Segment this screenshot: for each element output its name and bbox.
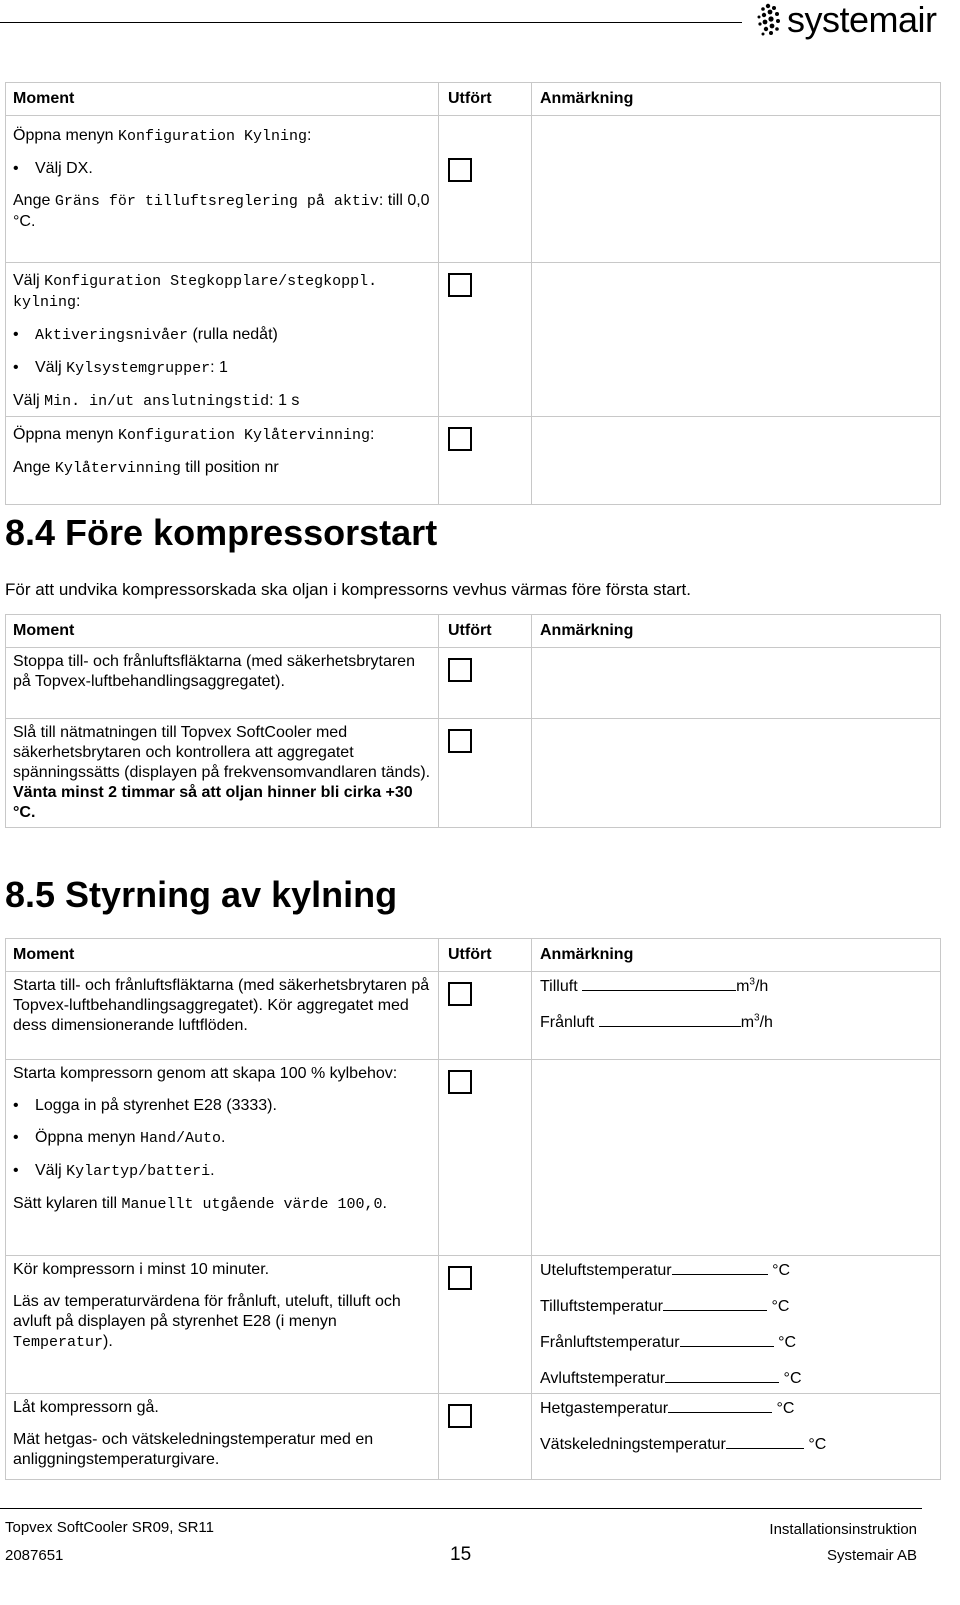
unit: m xyxy=(736,978,750,995)
col-utfort: Utfört xyxy=(439,939,532,972)
col-anmarkning: Anmärkning xyxy=(532,83,941,116)
text: Sätt kylaren till xyxy=(13,1195,122,1212)
table-row xyxy=(6,648,941,719)
footer-product: Topvex SoftCooler SR09, SR11 xyxy=(5,1519,214,1536)
moment-cell xyxy=(6,1394,439,1480)
anmarkning-cell xyxy=(532,1256,941,1394)
input-line[interactable] xyxy=(663,1296,767,1311)
anmarkning-cell xyxy=(532,719,941,828)
warning-text: Vänta minst 2 timmar så att oljan hinner bli cirka +30 °C. xyxy=(13,784,413,821)
menu-path: Konfiguration Stegkopplare/stegkoppl. kylning xyxy=(13,273,378,311)
moment-cell: Stoppa till- och frånluftsfläktarna (med säkerhetsbrytaren på Topvex-luftbehandlingsaggregatet). xyxy=(6,648,439,719)
unit: °C xyxy=(776,1400,795,1417)
footer-rule xyxy=(0,1508,922,1509)
col-moment: Moment xyxy=(6,83,439,116)
field-label: Frånluft xyxy=(540,1014,595,1031)
text: Ange xyxy=(13,459,55,476)
menu-path: Konfiguration Kylning xyxy=(117,128,307,145)
field-tilluftstemperatur xyxy=(540,1296,932,1317)
col-moment: Moment xyxy=(6,939,439,972)
input-line[interactable] xyxy=(599,1012,741,1027)
col-anmarkning: Anmärkning xyxy=(532,615,941,648)
table-row xyxy=(6,719,941,828)
menu-item: Manuellt utgående värde 100,0 xyxy=(121,1196,383,1213)
menu-item: Kylsystemgrupper xyxy=(66,360,211,377)
field-avluftstemperatur xyxy=(540,1368,932,1389)
field-franluft xyxy=(540,1012,932,1033)
menu-path: Konfiguration Kylåtervinning xyxy=(117,427,370,444)
checkbox[interactable] xyxy=(448,273,472,297)
menu-item: Kylåtervinning xyxy=(54,460,181,477)
field-franluftstemperatur xyxy=(540,1332,932,1353)
text: Välj xyxy=(13,272,45,289)
text: Mät hetgas- och vätskeledningstemperatur med en anliggningstemperaturgivare. xyxy=(13,1431,374,1468)
table-header-row xyxy=(6,615,941,648)
input-line[interactable] xyxy=(665,1368,779,1383)
field-label: Vätskeledningstemperatur xyxy=(540,1436,726,1453)
moment-cell: Starta till- och frånluftsfläktarna (med säkerhetsbrytaren på Topvex-luftbehandlingsaggregatet). Kör aggregatet med dess dimensionerande luftflöden. xyxy=(6,972,439,1060)
footer-company: Systemair AB xyxy=(826,1547,917,1564)
menu-item: Kylartyp/batteri xyxy=(66,1163,211,1180)
text: Öppna menyn xyxy=(13,426,118,443)
field-uteluftstemperatur xyxy=(540,1260,932,1281)
checkbox[interactable] xyxy=(448,158,472,182)
text: : xyxy=(306,127,312,144)
field-tilluft xyxy=(540,976,932,997)
utfort-cell xyxy=(439,1256,532,1394)
col-anmarkning: Anmärkning xyxy=(532,939,941,972)
anmarkning-cell xyxy=(532,116,941,263)
table-row xyxy=(6,1256,941,1394)
section-heading: 8.4 Före kompressorstart xyxy=(5,512,438,553)
unit: °C xyxy=(783,1370,802,1387)
text: Läs av temperaturvärdena för frånluft, uteluft, tilluft och avluft på displayen på styrenhet E28 (i menyn xyxy=(13,1293,401,1330)
utfort-cell xyxy=(439,972,532,1060)
field-label: Tilluftstemperatur xyxy=(540,1298,663,1315)
text: : xyxy=(370,426,375,443)
footer-doctype: Installationsinstruktion xyxy=(769,1521,917,1538)
utfort-cell xyxy=(439,1394,532,1480)
list-item: • Välj Kylsystemgrupper: 1 xyxy=(13,359,228,377)
anmarkning-cell xyxy=(532,263,941,417)
checkbox[interactable] xyxy=(448,1070,472,1094)
utfort-cell xyxy=(439,116,532,263)
table-row xyxy=(6,116,941,263)
anmarkning-cell xyxy=(532,1060,941,1256)
utfort-cell xyxy=(439,263,532,417)
text: Starta kompressorn genom att skapa 100 % kylbehov: xyxy=(13,1065,398,1082)
checkbox[interactable] xyxy=(448,1266,472,1290)
list-item: • Logga in på styrenhet E28 (3333). xyxy=(13,1097,277,1114)
table-row xyxy=(6,1060,941,1256)
input-line[interactable] xyxy=(726,1434,804,1449)
utfort-cell xyxy=(439,719,532,828)
unit-sup: 3 xyxy=(754,1012,760,1024)
unit: °C xyxy=(778,1334,797,1351)
field-label: Tilluft xyxy=(540,978,578,995)
moment-cell xyxy=(6,719,439,828)
text: till position nr xyxy=(180,459,279,476)
text: : 1 s xyxy=(269,392,300,409)
field-label: Uteluftstemperatur xyxy=(540,1262,672,1279)
text: Välj xyxy=(35,359,67,376)
table-header-row xyxy=(6,939,941,972)
table-header-row xyxy=(6,83,941,116)
table-cooling-control xyxy=(5,938,941,1480)
unit: °C xyxy=(771,1298,790,1315)
section-intro: För att undvika kompressorskada ska oljan i kompressorns vevhus värmas före första start. xyxy=(5,580,691,599)
field-label: Avluftstemperatur xyxy=(540,1370,666,1387)
table-row xyxy=(6,1394,941,1480)
brand-name: systemair xyxy=(787,0,937,40)
moment-cell xyxy=(6,116,439,263)
list-item: • Välj DX. xyxy=(13,160,93,177)
logo-dots-icon xyxy=(757,3,783,37)
footer-docnum: 2087651 xyxy=(5,1547,64,1564)
checkbox[interactable] xyxy=(448,729,472,753)
anmarkning-cell xyxy=(532,648,941,719)
menu-item: Temperatur xyxy=(13,1334,104,1351)
table-row xyxy=(6,972,941,1060)
moment-cell xyxy=(6,1060,439,1256)
table-before-compressor-start xyxy=(5,614,941,828)
unit-sup: 3 xyxy=(749,976,755,988)
text: ). xyxy=(103,1333,113,1350)
col-utfort: Utfört xyxy=(439,615,532,648)
moment-cell xyxy=(6,417,439,505)
header-rule xyxy=(0,22,742,23)
text: Kör kompressorn i minst 10 minuter. xyxy=(13,1261,270,1278)
text: Slå till nätmatningen till Topvex SoftCooler med säkerhetsbrytaren och kontrollera att aggregatet spänningssätts (displayen på frekvensomvandlaren tänds). xyxy=(13,724,431,781)
text: Logga in på styrenhet E28 (3333). xyxy=(35,1097,277,1114)
col-utfort: Utfört xyxy=(439,83,532,116)
text: . xyxy=(220,1129,226,1146)
field-label: Frånluftstemperatur xyxy=(540,1334,680,1351)
text: Öppna menyn xyxy=(35,1129,140,1146)
utfort-cell xyxy=(439,417,532,505)
unit: m xyxy=(740,1014,755,1031)
list-item: • Aktiveringsnivåer (rulla nedåt) xyxy=(13,326,278,344)
input-line[interactable] xyxy=(680,1332,774,1347)
list-item: • Öppna menyn Hand/Auto. xyxy=(13,1129,226,1147)
field-vatskeledningstemperatur xyxy=(540,1434,932,1455)
list-item: • Välj Kylartyp/batteri. xyxy=(13,1162,215,1180)
text: : xyxy=(76,293,81,310)
text: (rulla nedåt) xyxy=(188,326,278,343)
text: Ange xyxy=(13,192,55,209)
menu-item: Aktiveringsnivåer xyxy=(35,327,189,344)
utfort-cell xyxy=(439,1060,532,1256)
checkbox[interactable] xyxy=(448,982,472,1006)
unit: /h xyxy=(754,978,769,995)
anmarkning-cell xyxy=(532,1394,941,1480)
input-line[interactable] xyxy=(582,976,736,991)
input-line[interactable] xyxy=(672,1260,768,1275)
menu-item: Min. in/ut anslutningstid xyxy=(44,393,270,410)
checkbox[interactable] xyxy=(448,1404,472,1428)
text: : till 0,0 °C. xyxy=(13,192,430,230)
section-heading: 8.5 Styrning av kylning xyxy=(5,874,398,915)
field-label: Hetgastemperatur xyxy=(540,1400,669,1417)
menu-item: Hand/Auto xyxy=(139,1130,221,1147)
moment-cell xyxy=(6,1256,439,1394)
checkbox[interactable] xyxy=(448,658,472,682)
text: . xyxy=(210,1162,215,1179)
anmarkning-cell xyxy=(532,417,941,505)
col-moment: Moment xyxy=(6,615,439,648)
moment-cell xyxy=(6,263,439,417)
text: Välj DX. xyxy=(35,160,93,177)
text: Välj xyxy=(13,392,45,409)
text: Välj xyxy=(35,1162,67,1179)
anmarkning-cell xyxy=(532,972,941,1060)
table-configuration xyxy=(5,82,941,505)
utfort-cell xyxy=(439,648,532,719)
table-row xyxy=(6,417,941,505)
text: Öppna menyn xyxy=(13,127,118,144)
page-number: 15 xyxy=(450,1544,472,1565)
menu-item: Gräns för tilluftsreglering på aktiv xyxy=(54,193,379,210)
unit: °C xyxy=(772,1262,791,1279)
checkbox[interactable] xyxy=(448,427,472,451)
input-line[interactable] xyxy=(668,1398,772,1413)
text: . xyxy=(382,1195,387,1212)
text: : 1 xyxy=(210,359,228,376)
systemair-logo xyxy=(757,0,937,40)
table-row xyxy=(6,263,941,417)
text: Låt kompressorn gå. xyxy=(13,1399,159,1416)
unit: °C xyxy=(808,1436,827,1453)
field-hetgastemperatur xyxy=(540,1398,932,1419)
unit: /h xyxy=(759,1014,773,1031)
